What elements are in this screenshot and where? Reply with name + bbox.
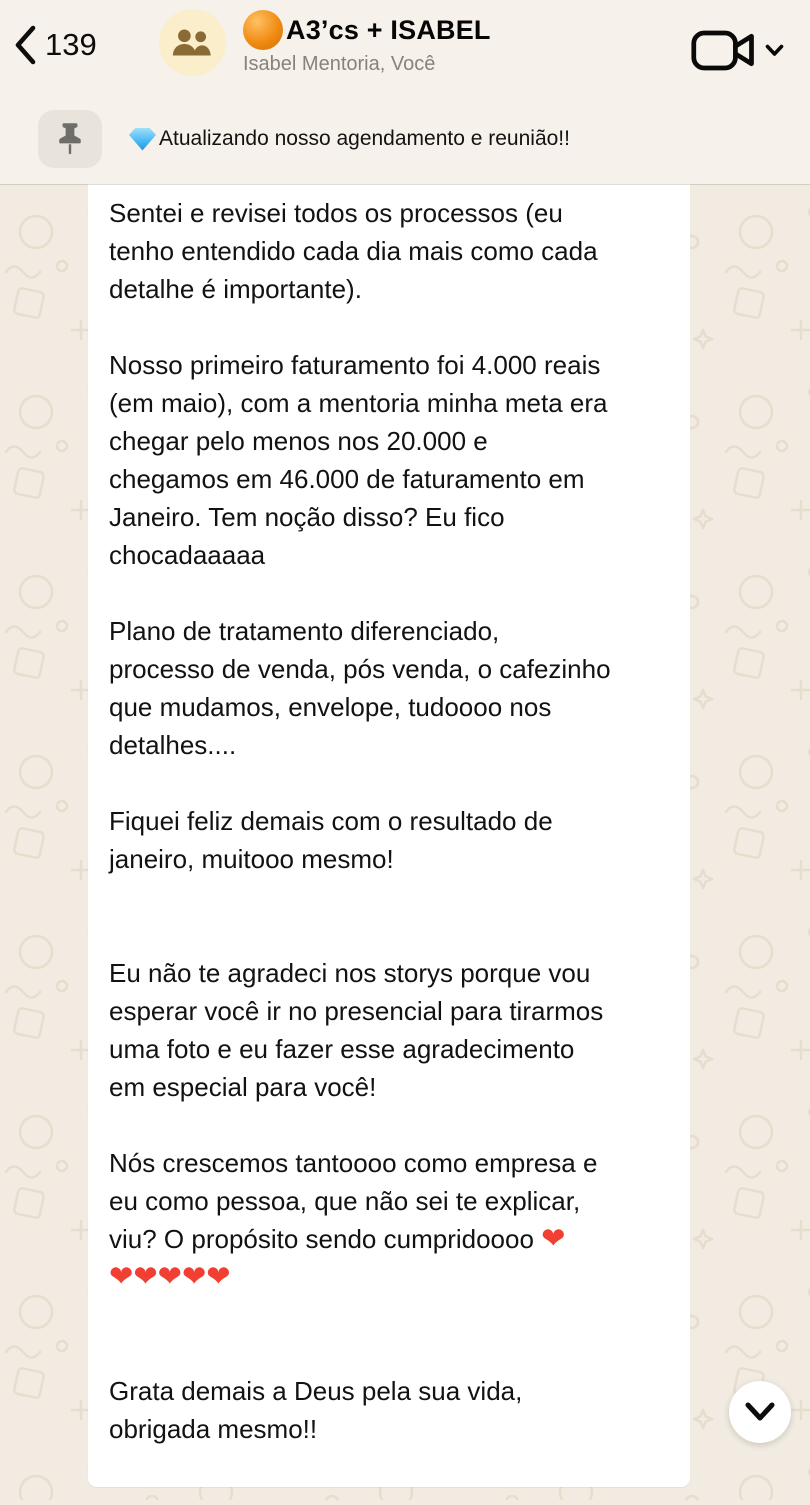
pinned-messages-button[interactable]: [38, 110, 102, 168]
group-subtitle: Isabel Mentoria, Você: [243, 53, 436, 75]
red-heart-emoji: ❤: [157, 1261, 182, 1293]
chevron-down-icon: [744, 1402, 776, 1422]
chevron-left-icon: [14, 24, 36, 66]
video-call-button[interactable]: [690, 26, 784, 74]
red-heart-emoji: ❤: [109, 1261, 134, 1293]
chat-header: [0, 0, 810, 184]
message-text: Sentei e revisei todos os processos (eu tenho entendido cada dia mais como cada detalhe é importante). Nosso primeiro faturamento foi 4.000 reais (em maio), com a mentoria minha meta era chegar pelo menos nos 20.000 e chegamos em 46.000 de faturamento em Janeiro. Tem noção disso? Eu fico chocadaaaaa Plano de tratamento diferenciado, processo de venda, pós venda, o cafezinho que mudamos, envelope, tudoooo nos detalhes.... Fiquei feliz demais com o resultado de janeiro, muitooo mesmo! Eu não te agradeci nos storys porque vou esperar você ir no presencial para tirarmos uma foto e eu fazer esse agradecimento em especial para você! Nós crescemos tantoooo como empresa e eu como pessoa, que não sei te explicar, viu? O propósito sendo cumpridoooo ❤ ❤❤❤❤❤ Grata demais a Deus pela sua vida, obrigada mesmo!!: [109, 198, 611, 1444]
group-title-row: [243, 10, 491, 50]
unread-count: 139: [45, 27, 97, 62]
scroll-to-bottom-button[interactable]: [729, 1381, 791, 1443]
red-heart-emoji: ❤: [133, 1261, 158, 1293]
pinned-message[interactable]: [129, 110, 570, 168]
group-title: A3’cs + ISABEL: [286, 14, 491, 45]
chevron-down-icon: [765, 44, 784, 57]
red-heart-emoji: ❤: [181, 1261, 207, 1293]
orange-circle-emoji: [243, 10, 283, 50]
red-heart-emoji: ❤: [541, 1223, 566, 1255]
video-camera-icon: [690, 26, 760, 74]
group-titles[interactable]: [243, 10, 491, 76]
message-bubble[interactable]: [88, 184, 690, 1487]
two-people-icon: [170, 27, 216, 59]
pushpin-icon: [56, 121, 84, 157]
group-avatar[interactable]: [159, 9, 226, 76]
back-button[interactable]: [14, 24, 97, 66]
gem-icon: [129, 128, 156, 151]
pinned-message-text: Atualizando nosso agendamento e reunião!!: [159, 127, 570, 150]
red-heart-emoji: ❤: [206, 1261, 231, 1293]
